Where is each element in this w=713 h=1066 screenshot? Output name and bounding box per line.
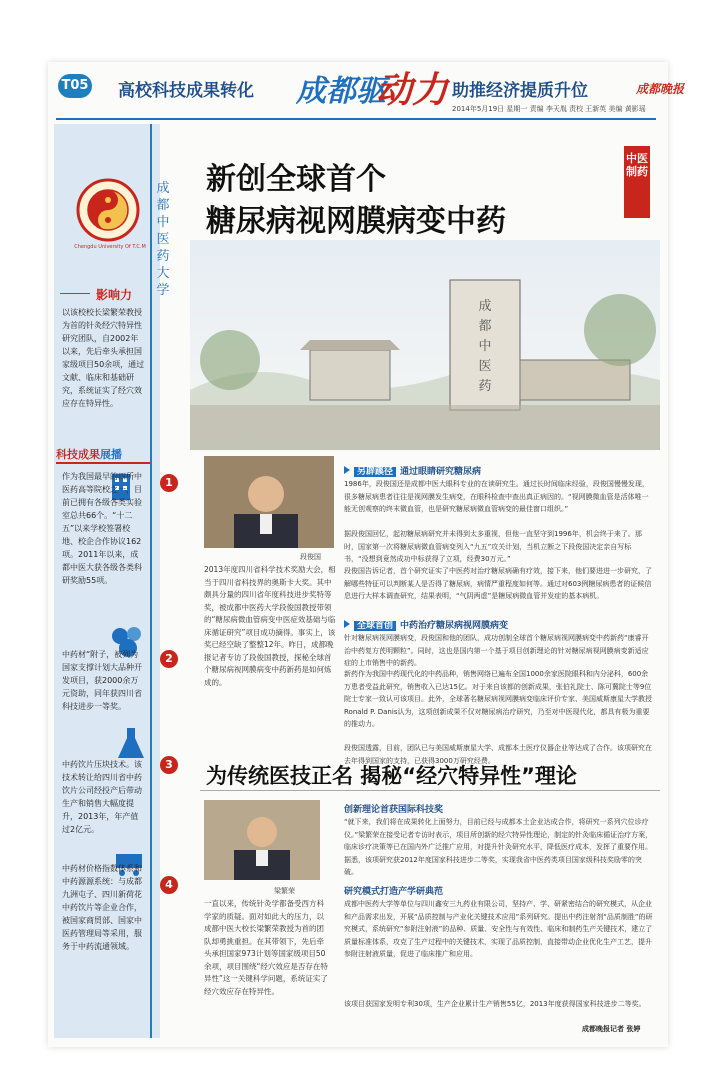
header-left-slogan: 高校科技成果转化 — [118, 81, 254, 101]
item-number-3: 3 — [160, 756, 178, 774]
showcase-title: 科技成果展播 — [56, 448, 122, 461]
header-meta: 2014年5月19日 星期一 责编 李天胤 责校 王新英 美编 黄影瑶 — [452, 105, 646, 113]
byline: 成都晚报记者 张婷 — [582, 1025, 641, 1033]
header-divider — [56, 118, 656, 120]
photo-duan-junguo — [204, 456, 334, 548]
article2-para-1: “就下来，我们将在成果转化上面努力，目前已经与成都本土企业达成合作，将研究一系列穴位诊疗仪。”梁繁荣在接受记者专访时表示，项目所创新的经穴特异性理论，制定的针灸临床循证治疗方案，临床诊疗决策等已在国内外广泛推广应用，对提升针灸研究水平，降低医疗成本，发挥了重要作用。据悉，该项研究获2012年度国家科技进步二等奖，实现我省中医药类项目国家级科技奖励零的突破。 — [344, 818, 653, 876]
article-divider — [200, 790, 660, 791]
svg-text:中: 中 — [478, 339, 492, 354]
logo-caption: Chengdu University Of T.C.M — [74, 244, 146, 250]
item-number-1: 1 — [160, 474, 178, 492]
article2-para-2: 成都中医药大学等单位与四川鑫安三九药业有限公司，坚持产、学、研紧密结合的研究模式，从企业和产品需求出发，开展“品质控制与产业化关键技术应用”系列研究。提出中药注射剂“品质制胜”的研究模式，系统研究“参附注射液”的品种、质量、安全性与有效性、临床和制药生产关键技术，建立了质量标准体系，攻克了生产过程中的关键技术，实现了品质控制，直接带动企业优化生产工艺，提升参附注射液质量，促进了临床推广和应用。 — [344, 900, 653, 958]
article1-para-1: 1986年，段俊国还是成都中医大眼科专业的在读研究生。通过长时间临床经验，段俊国慢慢发现，很多糖尿病患者往往是视网膜发生病变，在眼科检查中查出真正病因的。“视网膜微血管是活体唯一能无创观察的终末微血管，也是研究糖尿病微血管病变的最佳窗口组织。” — [344, 480, 649, 513]
article1-para-6: 段俊国透露，目前，团队已与美国威斯康星大学、成都本土医疗仪器企业等达成了合作。该项研究在去年得到国家的支持，已获得3000万研究经费。 — [344, 744, 652, 765]
svg-text:成: 成 — [478, 299, 492, 314]
photo-liang-fanrong — [204, 800, 320, 880]
article1-headline-line1: 新创全球首个 — [206, 162, 386, 197]
item-number-4: 4 — [160, 876, 178, 894]
article2-intro: 一直以来，传统针灸学都备受西方科学家的质疑。面对如此大的压力，以成都中医大校长梁繁荣教授为首的团队却勇挑重担。在其带领下，先后牵头承担国家973计划等国家级项目50余项，项目围绕“经穴效应是否存在特异性”这一关键科学问题，系统证实了经穴效应存在特异性。 — [204, 899, 328, 996]
article1-para-4: 针对糖尿病视网膜病变，段俊国和他的团队，成功创制全球首个糖尿病视网膜病变中药新药“康睿开治中药复方芪明颗粒”。同时，这也是国内第一个基于项目创新理论的针对糖尿病视网膜病变新适应症的上市销售中的新药。 — [344, 634, 649, 667]
newspaper-logo: 成都晚报 — [636, 82, 685, 96]
article1-subhead-2: 全球首创 中药治疗糖尿病视网膜病变 — [344, 618, 508, 631]
school-name-vertical: 成都中医药大学 — [156, 181, 170, 298]
header-mid-title-b: 动力 — [376, 69, 449, 111]
page-number-badge: T05 — [58, 74, 92, 98]
sidebar-item-3: 中药饮片压块技术。该技术转让给四川省中药饮片公司经投产后带动生产和销售大幅度提升，2013年，年产值过2亿元。 — [62, 760, 142, 834]
impact-text: 以该校校长梁繁荣教授为首的针灸经穴特异性研究团队，自2002年以来，先后牵头承担国家级项目50余项，通过文献、临床和基础研究，系统证实了经穴效应存在特异性。 — [62, 308, 145, 408]
article2-subhead-2: 研究模式打造产学研典范 — [344, 887, 444, 897]
svg-text:药: 药 — [478, 379, 492, 394]
article2-subhead-1: 创新理论首获国际科技奖 — [344, 805, 444, 815]
article1-para-5: 新药作为我国中药现代化的中药品种，销售网络已遍布全国1000余家医院眼科和内分泌科，600余万患者受益此研究，销售收入已达15亿。对于来自该都的创新成果，张伯礼院士、陈可冀院士等9位院士专家一致认可该项目。此外，全球著名糖尿病视网膜病变临床评价专家、美国威斯康星大学教授Ronald P. Danis认为，这项创新成果不仅对糖尿病治疗研究，乃至对中医现代化，都具有极为重要的推动力。 — [344, 670, 652, 728]
photo-caption-duan: 段俊国 — [300, 553, 321, 561]
header-mid-title-a: 成都驱 — [296, 74, 386, 109]
article1-para-3: 段俊国告诉记者，首个研究证实了中医药对治疗糖尿病确有疗效，接下来，他们要进进一步研究，了解哪些特征可以判断某人是否得了糖尿病，病情严重程度如何等。通过对603例糖尿病患者的证候信息进行大样本调查研究，结果表明，“气阴两虚”是糖尿病微血管并发症的基本病机。 — [344, 567, 652, 600]
university-logo — [76, 178, 140, 242]
article1-subhead-1: 另辟蹊径 通过眼睛研究糖尿病 — [344, 464, 481, 477]
article2-para-3: 该项目获国家发明专利30项，生产企业累计生产销售55亿，2013年度获得国家科技进步二等奖。 — [344, 1000, 646, 1008]
header-right-slogan: 助推经济提质升位 — [452, 81, 588, 101]
flask-icon — [116, 726, 146, 760]
showcase-rule — [56, 462, 150, 464]
svg-text:都: 都 — [478, 319, 492, 334]
sidebar-item-1: 作为我国最早的四所中医药高等院校之一，目前已拥有各级各类实验室总共66个。“十二五”以来学校签署校地、校企合作协议162项。2011年以来，成都中医大获各级各类科研奖励55项。 — [62, 472, 142, 585]
sidebar-item-4: 中药材价格指数体系和中药源源系统：与成都九洲屯子、四川新荷花中药饮片等企业合作，被国家商贸部、国家中医药管理局等采用，服务于中药流通领域。 — [62, 864, 142, 951]
section-badge: 中医制药 — [624, 146, 650, 218]
article1-para-2: 据段俊国回忆，起初糖尿病研究并未得到太多重视，但他一直坚守到1996年，机会终于来了。那时，国家第一次将糖尿病微血管病变列入“九五”攻关计划，当机立断之下段俊国决定亲自写标书，“没想到竟然成功中标获得了立项，经费30万元。” — [344, 530, 642, 563]
article2-headline: 为传统医技正名 揭秘“经穴特异性”理论 — [206, 764, 577, 788]
impact-rule — [60, 293, 90, 294]
svg-text:医: 医 — [478, 359, 492, 374]
sidebar-divider — [150, 124, 152, 1038]
sidebar-item-2: 中药材“附子，被列为国家支撑计划大品种开发项目，获2000余万元资助，同年获四川省科技进步一等奖。 — [62, 650, 142, 711]
photo-caption-liang: 梁繁荣 — [274, 887, 295, 895]
campus-gate-illustration — [190, 240, 660, 450]
impact-title: 影响力 — [96, 288, 133, 302]
article1-headline-line2: 糖尿病视网膜病变中药 — [206, 204, 506, 239]
article1-intro: 2013年度四川省科学技术奖励大会，相当于四川省科技界的奥斯卡大奖。其中颇具分量的四川省年度科技进步奖特等奖，被成都中医药大学段俊国教授带领的“糖尿病微血管病变中医症效基础与临床循证研究”项目成功摘得。事实上，该奖已经空缺了整整12年。昨日，成都晚报记者专访了段俊国教授，探秘全球首个糖尿病视网膜病变中药新药是如何炼成的。 — [204, 565, 336, 687]
item-number-2: 2 — [160, 650, 178, 668]
